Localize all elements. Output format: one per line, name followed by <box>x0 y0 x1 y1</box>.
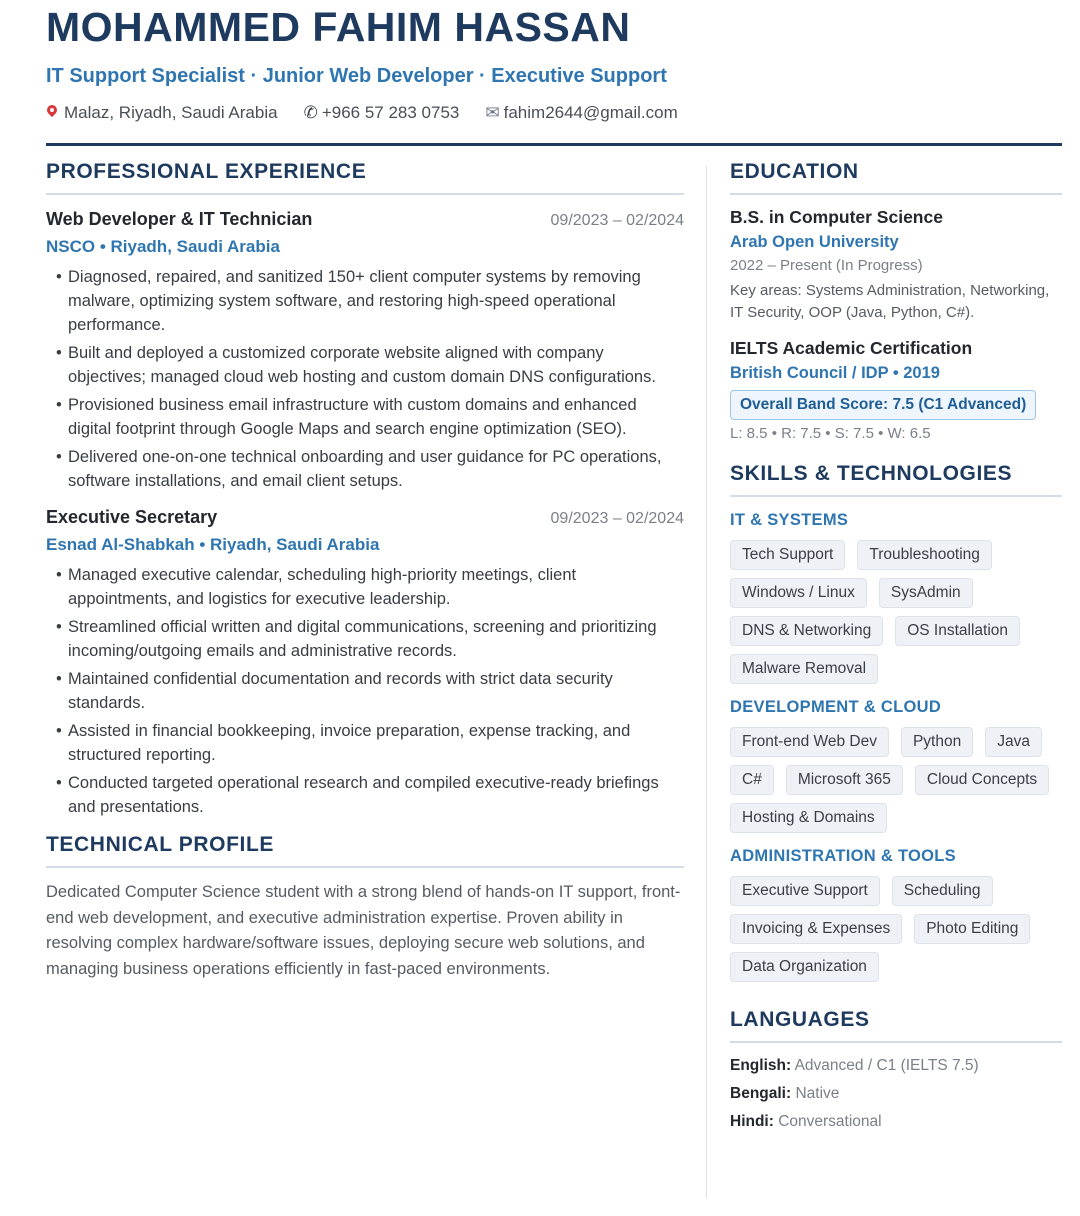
list-item: • Managed executive calendar, scheduling high-priority meetings, client appointments, and logistics for executive leadership. <box>68 563 684 611</box>
skill-category-title: IT & SYSTEMS <box>730 511 849 529</box>
candidate-name: MOHAMMED FAHIM HASSAN <box>46 4 631 50</box>
degree-title: B.S. in Computer Science <box>730 207 943 227</box>
phone-text: +966 57 283 0753 <box>321 103 460 122</box>
list-item: • Streamlined official written and digital communications, screening and prioritizing incoming/outgoing emails and administrative records. <box>68 615 684 663</box>
skill-tags <box>730 540 1062 684</box>
job-title: Executive Secretary <box>46 507 218 527</box>
profile-heading: TECHNICAL PROFILE <box>46 833 684 868</box>
cert-title: IELTS Academic Certification <box>730 338 973 358</box>
language-name: Bengali: <box>730 1085 792 1102</box>
email-text[interactable]: fahim2644@gmail.com <box>503 103 678 122</box>
experience-heading: PROFESSIONAL EXPERIENCE <box>46 160 684 195</box>
skill-tag: Python <box>901 727 973 757</box>
degree-institution: Arab Open University <box>730 233 899 251</box>
right-column <box>730 160 1062 1131</box>
list-item: • Conducted targeted operational research and compiled executive-ready briefings and presentations. <box>68 771 684 819</box>
skill-tag: SysAdmin <box>879 578 973 608</box>
skill-tag: DNS & Networking <box>730 616 883 646</box>
skill-tag: Troubleshooting <box>857 540 992 570</box>
degree-description: Key areas: Systems Administration, Networking, IT Security, OOP (Java, Python, C#). <box>730 282 1050 321</box>
skill-tag: Java <box>985 727 1042 757</box>
contact-location <box>46 103 278 123</box>
language-item <box>730 1113 1062 1131</box>
skill-tag: Microsoft 365 <box>786 765 903 795</box>
education-heading: EDUCATION <box>730 160 1062 195</box>
cert-issuer: British Council / IDP • 2019 <box>730 364 940 382</box>
skill-tag: Windows / Linux <box>730 578 867 608</box>
header-divider <box>46 143 1062 146</box>
language-name: English: <box>730 1057 792 1074</box>
degree-dates: 2022 – Present (In Progress) <box>730 257 923 274</box>
list-item: • Provisioned business email infrastructure with custom domains and enhanced digital footprint through Google Maps and search engine optimization (SEO). <box>68 393 684 441</box>
contact-phone <box>304 103 460 123</box>
job-bullets <box>46 265 684 493</box>
language-name: Hindi: <box>730 1113 774 1130</box>
list-item: • Maintained confidential documentation and records with strict data security standards. <box>68 667 684 715</box>
job-bullets <box>46 563 684 819</box>
skill-tag: C# <box>730 765 774 795</box>
job-organization: NSCO • Riyadh, Saudi Arabia <box>46 237 280 256</box>
skills-heading: SKILLS & TECHNOLOGIES <box>730 462 1062 497</box>
phone-icon: ✆ <box>303 103 318 122</box>
job-title: Web Developer & IT Technician <box>46 209 313 229</box>
list-item: • Assisted in financial bookkeeping, invoice preparation, expense tracking, and structured reporting. <box>68 719 684 767</box>
skill-tag: Data Organization <box>730 952 879 982</box>
profile-text: Dedicated Computer Science student with a strong blend of hands-on IT support, front-end web development, and executive administration expertise. Proven ability in resolving complex hardware/software issues, deploying secure web solutions, and managing business operations efficiently in fast-paced environments. <box>46 883 681 978</box>
contact-line <box>46 103 678 123</box>
skill-tag: Cloud Concepts <box>915 765 1049 795</box>
languages-heading: LANGUAGES <box>730 1008 1062 1043</box>
mail-icon: ✉ <box>485 103 500 122</box>
skill-tag: Executive Support <box>730 876 880 906</box>
education-entry <box>730 207 1062 324</box>
skill-tag: Photo Editing <box>914 914 1030 944</box>
skill-tag: OS Installation <box>895 616 1020 646</box>
job-entry <box>46 507 684 819</box>
candidate-headline: IT Support Specialist · Junior Web Developer · Executive Support <box>46 65 667 87</box>
skill-tag: Hosting & Domains <box>730 803 887 833</box>
skill-tag: Tech Support <box>730 540 845 570</box>
skill-tag: Invoicing & Expenses <box>730 914 902 944</box>
left-column <box>46 160 684 982</box>
language-item <box>730 1085 1062 1103</box>
column-divider <box>706 166 707 1198</box>
contact-email[interactable] <box>485 103 677 123</box>
list-item: • Built and deployed a customized corporate website aligned with company objectives; managed cloud web hosting and custom domain DNS configurations. <box>68 341 684 389</box>
pin-icon <box>46 105 58 121</box>
skill-category-title: ADMINISTRATION & TOOLS <box>730 847 956 865</box>
location-text: Malaz, Riyadh, Saudi Arabia <box>64 103 278 122</box>
language-level: Conversational <box>778 1113 882 1130</box>
band-score-badge: Overall Band Score: 7.5 (C1 Advanced) <box>730 390 1036 420</box>
job-organization: Esnad Al-Shabkah • Riyadh, Saudi Arabia <box>46 535 380 554</box>
language-level: Native <box>795 1085 840 1102</box>
certification-entry <box>730 338 1062 442</box>
skill-tag: Front-end Web Dev <box>730 727 889 757</box>
cert-subscores: L: 8.5 • R: 7.5 • S: 7.5 • W: 6.5 <box>730 425 931 442</box>
skill-tag: Scheduling <box>892 876 993 906</box>
job-entry <box>46 209 684 493</box>
language-level: Advanced / C1 (IELTS 7.5) <box>794 1057 979 1074</box>
skill-tags <box>730 727 1062 833</box>
skill-category-title: DEVELOPMENT & CLOUD <box>730 698 942 716</box>
list-item: • Diagnosed, repaired, and sanitized 150+ client computer systems by removing malware, optimizing system software, and restoring high-speed operational performance. <box>68 265 684 337</box>
job-date: 09/2023 – 02/2024 <box>550 510 684 527</box>
language-item <box>730 1057 1062 1075</box>
skill-tag: Malware Removal <box>730 654 878 684</box>
skill-tags <box>730 876 1062 982</box>
job-date: 09/2023 – 02/2024 <box>550 212 684 229</box>
list-item: • Delivered one-on-one technical onboarding and user guidance for PC operations, software installations, and email client setups. <box>68 445 684 493</box>
